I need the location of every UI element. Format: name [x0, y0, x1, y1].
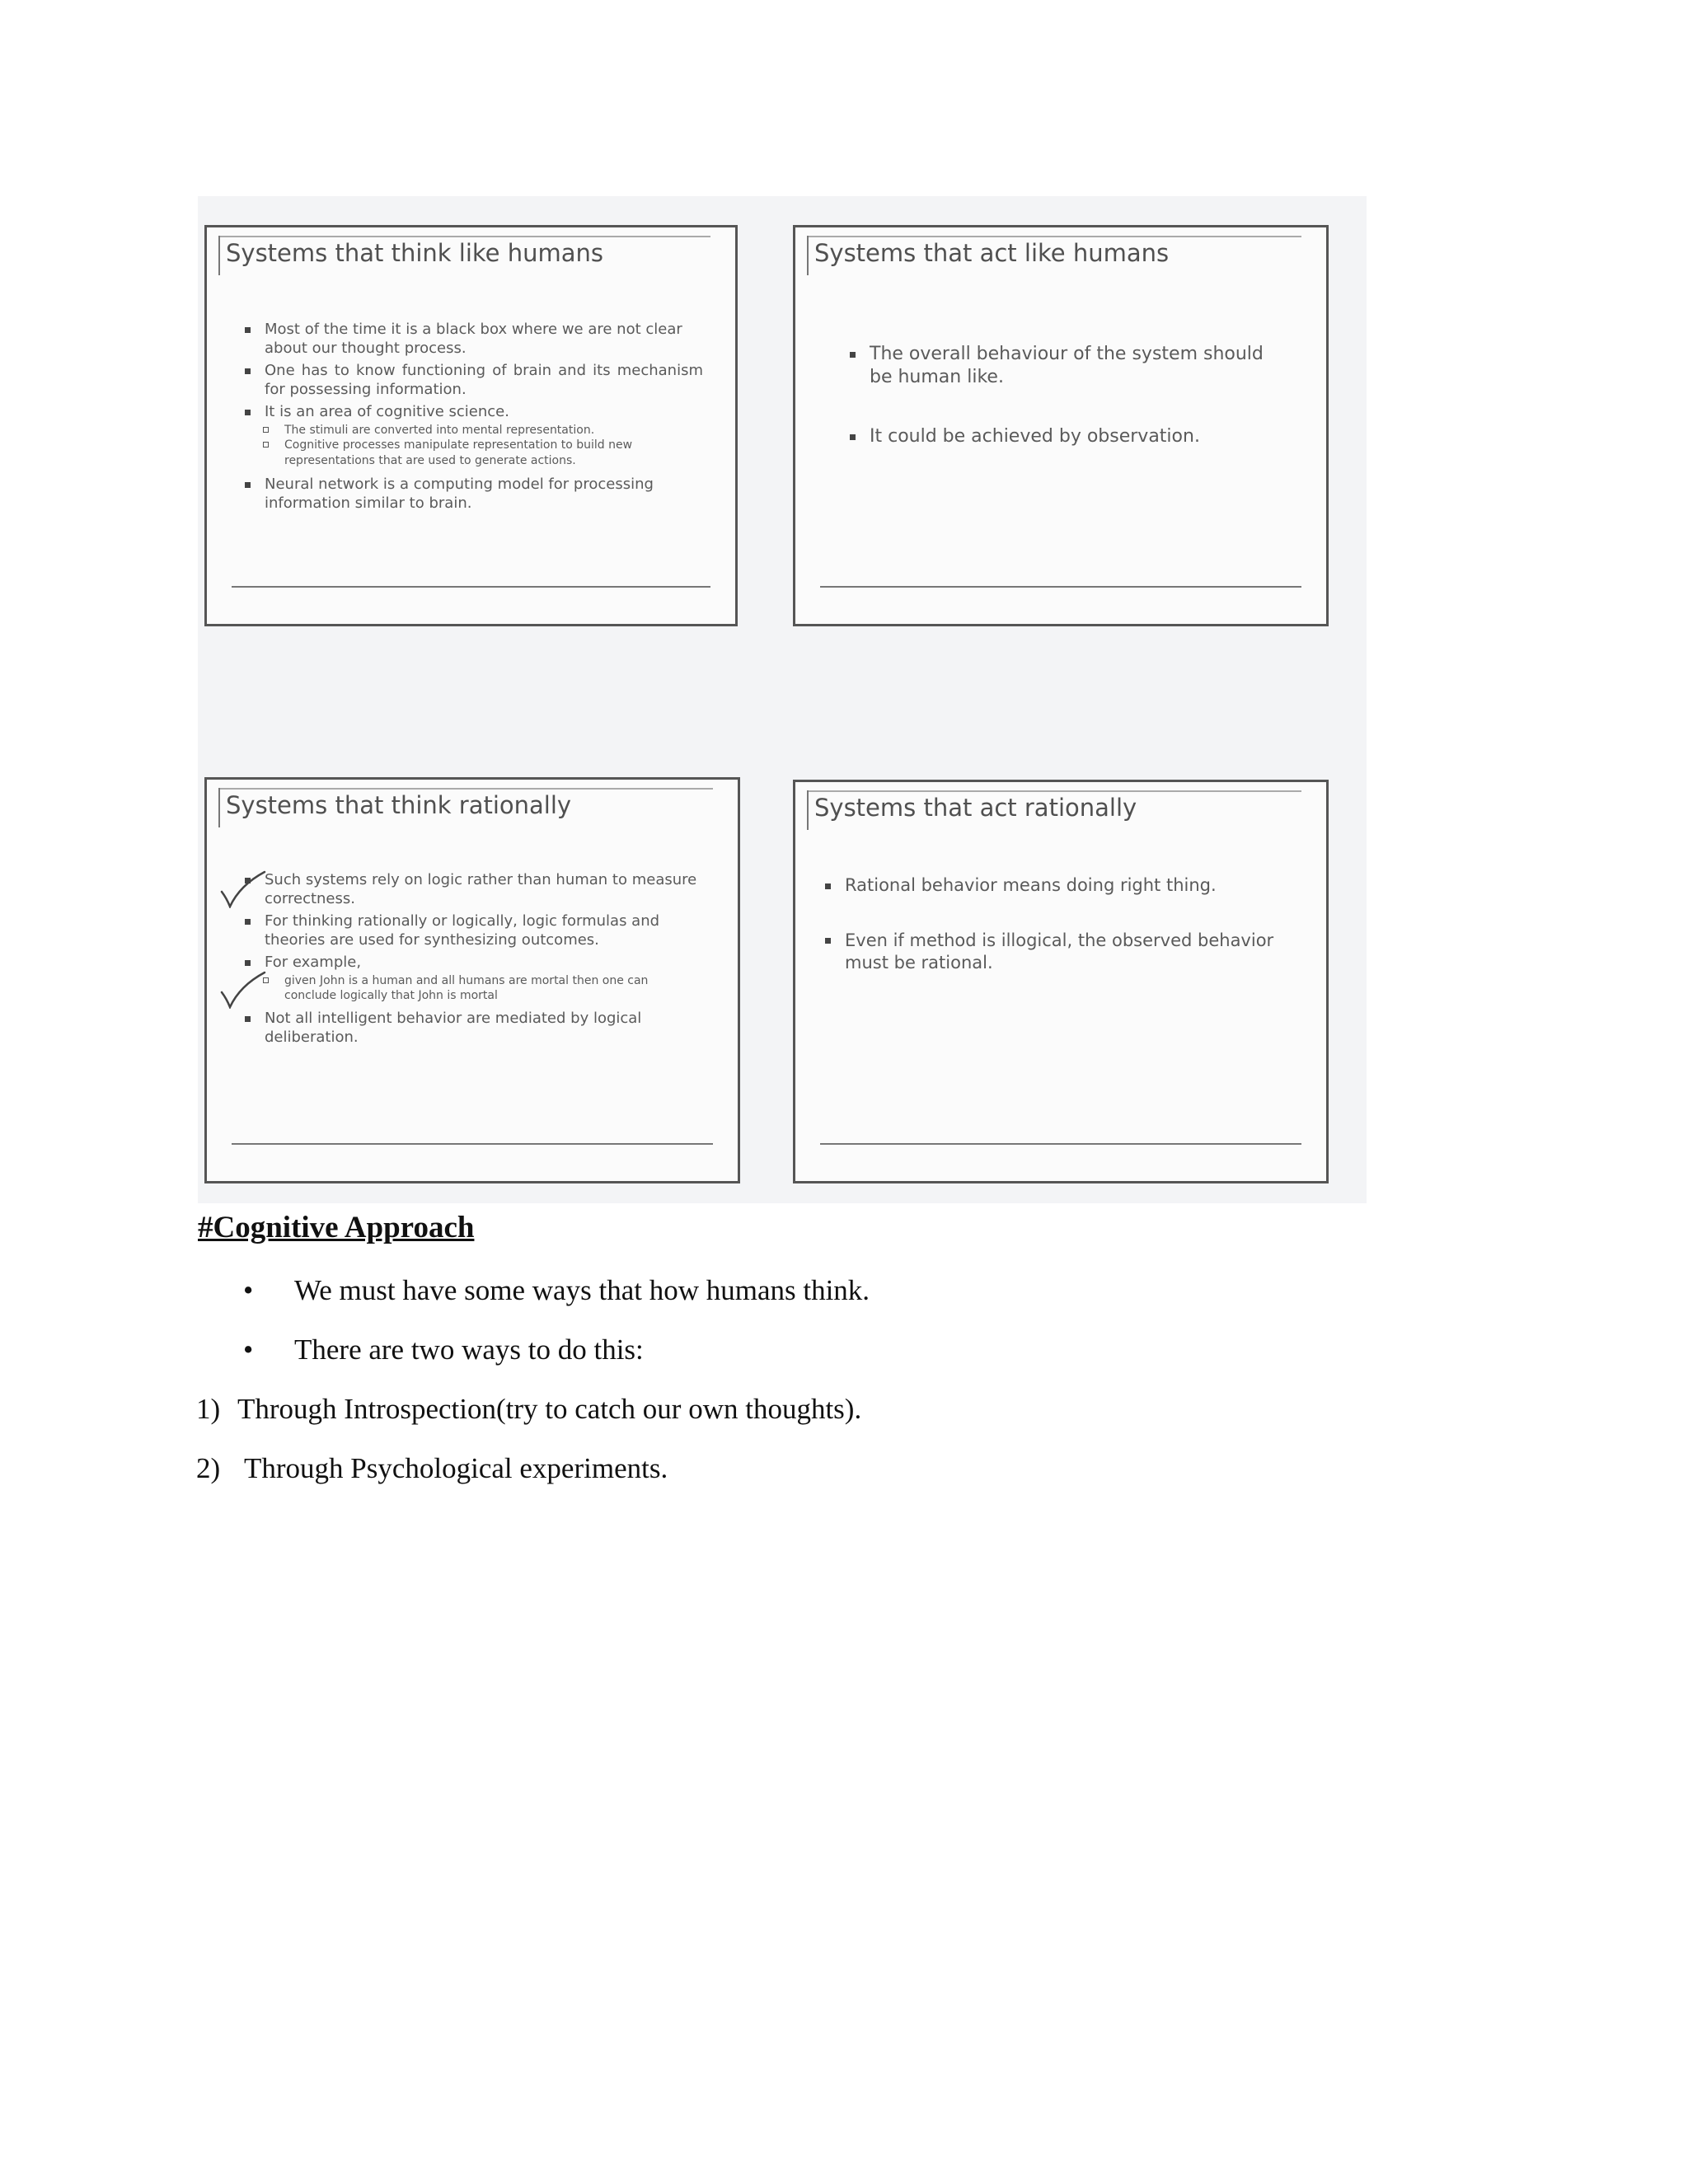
section-heading: #Cognitive Approach — [198, 1211, 475, 1244]
handwritten-checkmark-icon — [218, 870, 268, 908]
bullet-list — [243, 1274, 870, 1393]
list-item — [196, 1452, 861, 1511]
slide-bullet: Neural network is a computing model for processing information similar to brain. — [241, 475, 703, 513]
slide-bullet: Such systems rely on logic rather than human to measure correctness. — [241, 870, 703, 908]
slide-bullet: It is an area of cognitive science. — [241, 402, 703, 421]
title-rule — [218, 236, 220, 275]
numbered-list — [196, 1393, 861, 1511]
slide-bullet: For thinking rationally or logically, logic formulas and theories are used for synthesizing outcomes. — [241, 912, 703, 949]
slide-sub-bullet: The stimuli are converted into mental representation. — [241, 423, 703, 438]
slide-bullet: Even if method is illogical, the observed behavior must be rational. — [822, 930, 1283, 974]
slide-bullet-list — [241, 320, 703, 513]
title-rule — [807, 236, 809, 275]
footer-rule — [820, 1143, 1301, 1145]
title-rule — [218, 788, 713, 790]
list-item — [243, 1333, 870, 1393]
slide-title: Systems that think like humans — [226, 239, 603, 267]
slide-bullet: Most of the time it is a black box where we are not clear about our thought process. — [241, 320, 703, 358]
bullet-text: There are two ways to do this: — [294, 1333, 644, 1366]
slide-bullet-list — [846, 343, 1275, 448]
title-rule — [218, 236, 710, 237]
bullet-glyph: • — [243, 1333, 254, 1366]
footer-rule — [232, 1143, 713, 1145]
title-rule — [807, 236, 1301, 237]
bullet-text: We must have some ways that how humans think. — [294, 1274, 870, 1306]
slide-act-like-humans — [793, 225, 1329, 626]
slide-sub-bullet: given John is a human and all humans are mortal then one can conclude logically that John is mortal — [241, 973, 703, 1003]
slide-bullet-list — [822, 874, 1283, 974]
slide-bullet: It could be achieved by observation. — [846, 425, 1275, 448]
slide-bullet: The overall behaviour of the system should be human like. — [846, 343, 1275, 389]
scanned-slides-image — [198, 196, 1367, 1203]
slide-bullet: One has to know functioning of brain and its mechanism for possessing information. — [241, 361, 703, 399]
slide-title: Systems that think rationally — [226, 791, 572, 819]
footer-rule — [820, 586, 1301, 588]
slide-title: Systems that act like humans — [814, 239, 1170, 267]
slide-sub-bullet: Cognitive processes manipulate representation to build new representations that are used to generate actions. — [241, 438, 703, 467]
slide-bullet: Not all intelligent behavior are mediated by logical deliberation. — [241, 1009, 703, 1047]
title-rule — [807, 790, 809, 830]
list-item — [243, 1274, 870, 1333]
item-text: Through Psychological experiments. — [244, 1452, 668, 1484]
slide-bullet: For example, — [241, 953, 703, 972]
slide-title: Systems that act rationally — [814, 794, 1137, 822]
footer-rule — [232, 586, 710, 588]
item-number: 2) — [196, 1452, 221, 1484]
slide-think-like-humans — [204, 225, 738, 626]
item-number: 1) — [196, 1393, 221, 1425]
slide-act-rationally — [793, 780, 1329, 1183]
slide-bullet: Rational behavior means doing right thing. — [822, 874, 1283, 897]
bullet-glyph: • — [243, 1274, 254, 1306]
title-rule — [218, 788, 220, 827]
list-item — [196, 1393, 861, 1452]
title-rule — [807, 790, 1301, 792]
item-text: Through Introspection(try to catch our own thoughts). — [237, 1393, 862, 1425]
slide-think-rationally — [204, 777, 740, 1183]
handwritten-checkmark-icon — [218, 971, 268, 1009]
slide-bullet-list — [241, 870, 703, 1047]
